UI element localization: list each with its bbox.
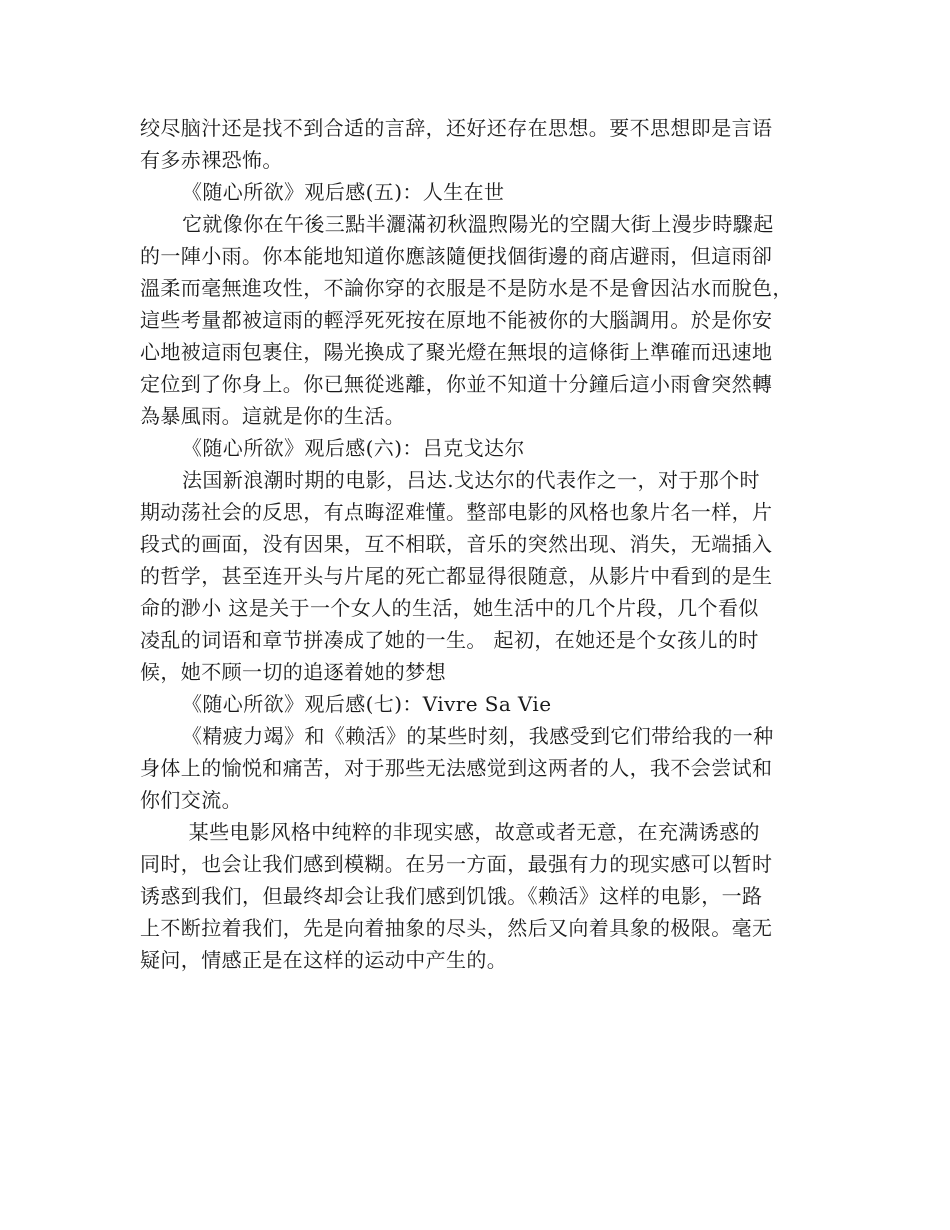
text-line: 定位到了你身上。你已無從逃離，你並不知道十分鐘后這小雨會突然轉 bbox=[140, 372, 773, 396]
article-body bbox=[140, 112, 812, 976]
paragraph-first-line: 某些电影风格中纯粹的非现实感，故意或者无意，在充满诱惑的 bbox=[182, 820, 760, 844]
text-line: 命的渺小 这是关于一个女人的生活，她生活中的几个片段，几个看似 bbox=[140, 596, 759, 620]
text-line: 的一陣小雨。你本能地知道你應該隨便找個街邊的商店避雨，但這雨卻 bbox=[140, 244, 773, 268]
section-heading: 《随心所欲》观后感(七)：Vivre Sa Vie bbox=[182, 692, 552, 716]
text-line: 疑问，情感正是在这样的运动中产生的。 bbox=[140, 948, 508, 972]
text-line: 心地被這雨包裹住，陽光換成了聚光燈在無垠的這條街上準確而迅速地 bbox=[140, 340, 773, 364]
text-line: 為暴風雨。這就是你的生活。 bbox=[140, 404, 406, 428]
text-line: 身体上的愉悦和痛苦，对于那些无法感觉到这两者的人，我不会尝试和 bbox=[140, 756, 773, 780]
text-line: 有多赤裸恐怖。 bbox=[140, 148, 283, 172]
text-line: 溫柔而毫無進攻性，不論你穿的衣服是不是防水是不是會因沾水而脫色， bbox=[140, 276, 793, 300]
text-line: 這些考量都被這雨的輕浮死死按在原地不能被你的大腦調用。於是你安 bbox=[140, 308, 773, 332]
text-line: 你们交流。 bbox=[140, 788, 242, 812]
text-line: 上不断拉着我们，先是向着抽象的尽头，然后又向着具象的极限。毫无 bbox=[140, 916, 773, 940]
text-line: 同时，也会让我们感到模糊。在另一方面，最强有力的现实感可以暂时 bbox=[140, 852, 773, 876]
text-line: 候，她不顾一切的追逐着她的梦想 bbox=[140, 660, 446, 684]
text-line: 绞尽脑汁还是找不到合适的言辞，还好还存在思想。要不思想即是言语 bbox=[140, 116, 773, 140]
text-line: 诱惑到我们，但最终却会让我们感到饥饿。《赖活》这样的电影，一路 bbox=[140, 884, 763, 908]
paragraph-first-line: 它就像你在午後三點半灑滿初秋溫煦陽光的空闊大街上漫步時驟起 bbox=[182, 212, 774, 236]
paragraph-first-line: 《精疲力竭》和《赖活》的某些时刻，我感受到它们带给我的一种 bbox=[182, 724, 774, 748]
section-heading: 《随心所欲》观后感(五)：人生在世 bbox=[182, 180, 505, 204]
section-heading: 《随心所欲》观后感(六)：吕克戈达尔 bbox=[182, 436, 525, 460]
text-line: 的哲学，甚至连开头与片尾的死亡都显得很随意，从影片中看到的是生 bbox=[140, 564, 773, 588]
paragraph-first-line: 法国新浪潮时期的电影，吕达.戈达尔的代表作之一，对于那个时 bbox=[182, 468, 760, 492]
text-line: 段式的画面，没有因果，互不相联，音乐的突然出现、消失，无端插入 bbox=[140, 532, 773, 556]
text-line: 期动荡社会的反思，有点晦涩难懂。整部电影的风格也象片名一样，片 bbox=[140, 500, 773, 524]
text-line: 凌乱的词语和章节拼凑成了她的一生。 起初，在她还是个女孩儿的时 bbox=[140, 628, 759, 652]
